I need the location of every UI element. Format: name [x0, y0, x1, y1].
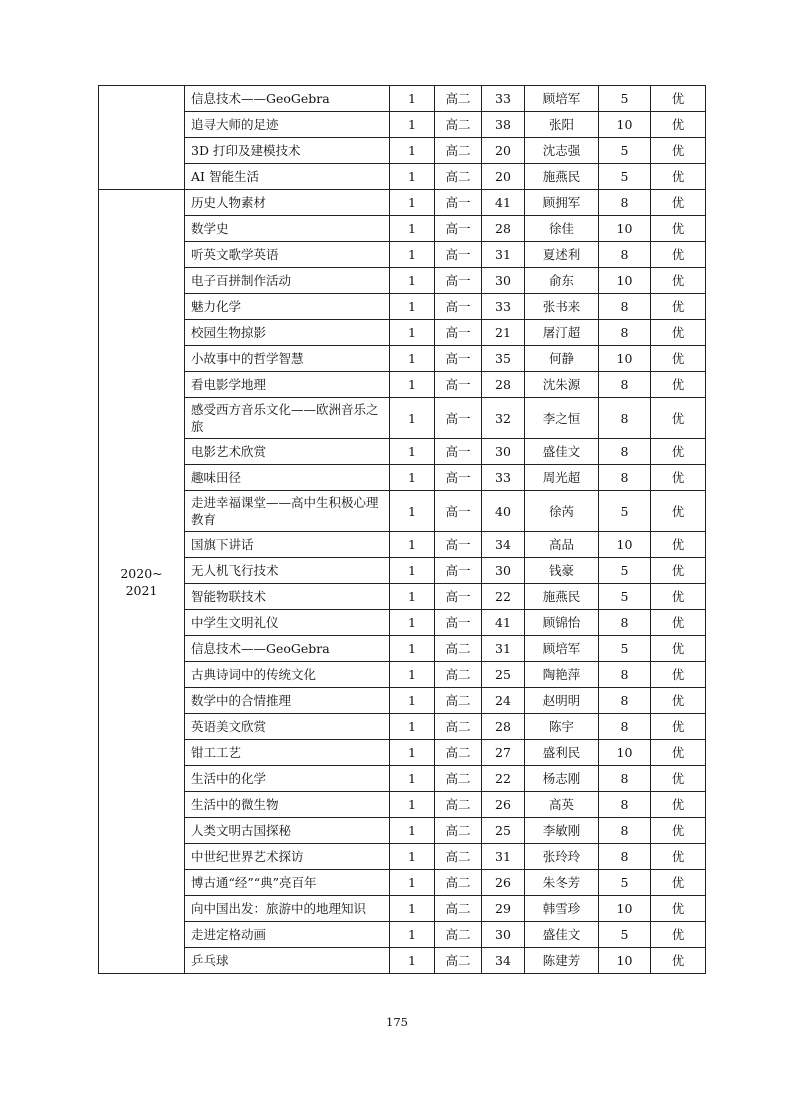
result-cell: 优	[651, 242, 706, 268]
grade-cell: 高一	[435, 372, 482, 398]
credit-cell: 1	[390, 558, 435, 584]
student-count-cell: 41	[482, 190, 525, 216]
student-count-cell: 31	[482, 844, 525, 870]
student-count-cell: 22	[482, 766, 525, 792]
course-name-cell: 古典诗词中的传统文化	[185, 662, 390, 688]
result-cell: 优	[651, 398, 706, 439]
teacher-cell: 朱冬芳	[525, 870, 599, 896]
hours-cell: 8	[599, 190, 651, 216]
teacher-cell: 高品	[525, 532, 599, 558]
teacher-cell: 周光超	[525, 465, 599, 491]
grade-cell: 高一	[435, 532, 482, 558]
credit-cell: 1	[390, 662, 435, 688]
hours-cell: 8	[599, 242, 651, 268]
student-count-cell: 27	[482, 740, 525, 766]
grade-cell: 高一	[435, 491, 482, 532]
table-row	[99, 491, 706, 532]
table-row	[99, 558, 706, 584]
course-name-cell: 3D 打印及建模技术	[185, 138, 390, 164]
table-row	[99, 844, 706, 870]
teacher-cell: 沈志强	[525, 138, 599, 164]
hours-cell: 5	[599, 86, 651, 112]
course-name-cell: 信息技术——GeoGebra	[185, 86, 390, 112]
course-name-cell: 英语美文欣赏	[185, 714, 390, 740]
hours-cell: 10	[599, 896, 651, 922]
credit-cell: 1	[390, 190, 435, 216]
course-name-cell: 智能物联技术	[185, 584, 390, 610]
result-cell: 优	[651, 584, 706, 610]
page-number: 175	[386, 1015, 408, 1029]
teacher-cell: 施燕民	[525, 584, 599, 610]
grade-cell: 高一	[435, 398, 482, 439]
table-row	[99, 320, 706, 346]
teacher-cell: 徐芮	[525, 491, 599, 532]
teacher-cell: 盛利民	[525, 740, 599, 766]
grade-cell: 高二	[435, 164, 482, 190]
grade-cell: 高二	[435, 792, 482, 818]
table-row	[99, 922, 706, 948]
course-name-cell: 乒乓球	[185, 948, 390, 974]
student-count-cell: 25	[482, 662, 525, 688]
result-cell: 优	[651, 792, 706, 818]
hours-cell: 5	[599, 558, 651, 584]
credit-cell: 1	[390, 465, 435, 491]
credit-cell: 1	[390, 688, 435, 714]
credit-cell: 1	[390, 398, 435, 439]
table-row	[99, 818, 706, 844]
hours-cell: 8	[599, 465, 651, 491]
grade-cell: 高二	[435, 870, 482, 896]
teacher-cell: 陈建芳	[525, 948, 599, 974]
teacher-cell: 陈宇	[525, 714, 599, 740]
credit-cell: 1	[390, 294, 435, 320]
hours-cell: 5	[599, 164, 651, 190]
credit-cell: 1	[390, 164, 435, 190]
student-count-cell: 31	[482, 242, 525, 268]
table-row	[99, 584, 706, 610]
teacher-cell: 徐佳	[525, 216, 599, 242]
hours-cell: 5	[599, 922, 651, 948]
result-cell: 优	[651, 532, 706, 558]
teacher-cell: 何静	[525, 346, 599, 372]
hours-cell: 8	[599, 398, 651, 439]
teacher-cell: 赵明明	[525, 688, 599, 714]
course-name-cell: 听英文歌学英语	[185, 242, 390, 268]
credit-cell: 1	[390, 948, 435, 974]
course-name-cell: 人类文明古国探秘	[185, 818, 390, 844]
course-name-cell: 感受西方音乐文化——欧洲音乐之旅	[185, 398, 390, 439]
hours-cell: 5	[599, 584, 651, 610]
course-name-cell: 趣味田径	[185, 465, 390, 491]
table-row	[99, 532, 706, 558]
school-year-cell	[99, 86, 185, 190]
result-cell: 优	[651, 636, 706, 662]
result-cell: 优	[651, 844, 706, 870]
result-cell: 优	[651, 439, 706, 465]
table-row	[99, 662, 706, 688]
student-count-cell: 20	[482, 138, 525, 164]
grade-cell: 高二	[435, 636, 482, 662]
teacher-cell: 高英	[525, 792, 599, 818]
teacher-cell: 钱豪	[525, 558, 599, 584]
grade-cell: 高二	[435, 688, 482, 714]
result-cell: 优	[651, 346, 706, 372]
hours-cell: 10	[599, 112, 651, 138]
result-cell: 优	[651, 491, 706, 532]
grade-cell: 高一	[435, 439, 482, 465]
result-cell: 优	[651, 740, 706, 766]
teacher-cell: 顾培军	[525, 636, 599, 662]
student-count-cell: 33	[482, 294, 525, 320]
student-count-cell: 25	[482, 818, 525, 844]
table-row	[99, 398, 706, 439]
result-cell: 优	[651, 662, 706, 688]
student-count-cell: 28	[482, 714, 525, 740]
teacher-cell: 李敏刚	[525, 818, 599, 844]
course-name-cell: 生活中的化学	[185, 766, 390, 792]
grade-cell: 高二	[435, 818, 482, 844]
result-cell: 优	[651, 714, 706, 740]
result-cell: 优	[651, 818, 706, 844]
student-count-cell: 30	[482, 558, 525, 584]
hours-cell: 5	[599, 870, 651, 896]
hours-cell: 8	[599, 714, 651, 740]
grade-cell: 高二	[435, 86, 482, 112]
grade-cell: 高二	[435, 112, 482, 138]
credit-cell: 1	[390, 792, 435, 818]
result-cell: 优	[651, 896, 706, 922]
grade-cell: 高二	[435, 896, 482, 922]
table-row	[99, 164, 706, 190]
student-count-cell: 32	[482, 398, 525, 439]
course-name-cell: 电影艺术欣赏	[185, 439, 390, 465]
table-row	[99, 465, 706, 491]
hours-cell: 5	[599, 138, 651, 164]
student-count-cell: 41	[482, 610, 525, 636]
hours-cell: 8	[599, 844, 651, 870]
result-cell: 优	[651, 372, 706, 398]
student-count-cell: 28	[482, 216, 525, 242]
credit-cell: 1	[390, 870, 435, 896]
result-cell: 优	[651, 688, 706, 714]
grade-cell: 高二	[435, 138, 482, 164]
student-count-cell: 31	[482, 636, 525, 662]
hours-cell: 8	[599, 688, 651, 714]
table-row	[99, 346, 706, 372]
credit-cell: 1	[390, 216, 435, 242]
course-name-cell: 小故事中的哲学智慧	[185, 346, 390, 372]
student-count-cell: 26	[482, 870, 525, 896]
course-name-cell: 走进幸福课堂——高中生积极心理教育	[185, 491, 390, 532]
hours-cell: 8	[599, 610, 651, 636]
grade-cell: 高一	[435, 558, 482, 584]
school-year-text: 2021	[125, 582, 158, 598]
grade-cell: 高二	[435, 922, 482, 948]
credit-cell: 1	[390, 320, 435, 346]
hours-cell: 10	[599, 216, 651, 242]
student-count-cell: 28	[482, 372, 525, 398]
student-count-cell: 33	[482, 465, 525, 491]
table-row	[99, 242, 706, 268]
teacher-cell: 陶艳萍	[525, 662, 599, 688]
credit-cell: 1	[390, 346, 435, 372]
teacher-cell: 张书来	[525, 294, 599, 320]
table-row	[99, 766, 706, 792]
result-cell: 优	[651, 465, 706, 491]
student-count-cell: 26	[482, 792, 525, 818]
credit-cell: 1	[390, 766, 435, 792]
result-cell: 优	[651, 870, 706, 896]
credit-cell: 1	[390, 439, 435, 465]
result-cell: 优	[651, 86, 706, 112]
table-row	[99, 714, 706, 740]
hours-cell: 8	[599, 662, 651, 688]
student-count-cell: 30	[482, 922, 525, 948]
hours-cell: 8	[599, 766, 651, 792]
course-name-cell: 无人机飞行技术	[185, 558, 390, 584]
table-row	[99, 190, 706, 216]
table-body	[99, 86, 706, 974]
result-cell: 优	[651, 948, 706, 974]
hours-cell: 5	[599, 636, 651, 662]
student-count-cell: 21	[482, 320, 525, 346]
student-count-cell: 33	[482, 86, 525, 112]
course-name-cell: 国旗下讲话	[185, 532, 390, 558]
table-row	[99, 439, 706, 465]
table-row	[99, 688, 706, 714]
course-name-cell: 电子百拼制作活动	[185, 268, 390, 294]
course-name-cell: 中世纪世界艺术探访	[185, 844, 390, 870]
hours-cell: 8	[599, 818, 651, 844]
student-count-cell: 30	[482, 268, 525, 294]
result-cell: 优	[651, 268, 706, 294]
hours-cell: 10	[599, 346, 651, 372]
table-row	[99, 636, 706, 662]
grade-cell: 高一	[435, 610, 482, 636]
credit-cell: 1	[390, 922, 435, 948]
table-row	[99, 896, 706, 922]
grade-cell: 高一	[435, 320, 482, 346]
teacher-cell: 盛佳文	[525, 922, 599, 948]
grade-cell: 高一	[435, 294, 482, 320]
course-name-cell: 钳工工艺	[185, 740, 390, 766]
teacher-cell: 张阳	[525, 112, 599, 138]
table-row	[99, 138, 706, 164]
credit-cell: 1	[390, 491, 435, 532]
course-name-cell: 看电影学地理	[185, 372, 390, 398]
student-count-cell: 20	[482, 164, 525, 190]
credit-cell: 1	[390, 714, 435, 740]
grade-cell: 高二	[435, 714, 482, 740]
result-cell: 优	[651, 294, 706, 320]
credit-cell: 1	[390, 610, 435, 636]
result-cell: 优	[651, 112, 706, 138]
result-cell: 优	[651, 216, 706, 242]
student-count-cell: 22	[482, 584, 525, 610]
credit-cell: 1	[390, 584, 435, 610]
grade-cell: 高一	[435, 268, 482, 294]
hours-cell: 8	[599, 320, 651, 346]
result-cell: 优	[651, 190, 706, 216]
teacher-cell: 顾培军	[525, 86, 599, 112]
credit-cell: 1	[390, 896, 435, 922]
table-row	[99, 112, 706, 138]
teacher-cell: 韩雪珍	[525, 896, 599, 922]
result-cell: 优	[651, 922, 706, 948]
student-count-cell: 29	[482, 896, 525, 922]
grade-cell: 高二	[435, 740, 482, 766]
school-year-text: 2020~	[120, 565, 163, 581]
course-name-cell: 历史人物素材	[185, 190, 390, 216]
hours-cell: 8	[599, 792, 651, 818]
student-count-cell: 35	[482, 346, 525, 372]
credit-cell: 1	[390, 112, 435, 138]
course-name-cell: 数学中的合情推理	[185, 688, 390, 714]
grade-cell: 高二	[435, 844, 482, 870]
grade-cell: 高二	[435, 766, 482, 792]
result-cell: 优	[651, 164, 706, 190]
course-name-cell: 博古通“经”“典”亮百年	[185, 870, 390, 896]
table-row	[99, 268, 706, 294]
course-name-cell: 生活中的微生物	[185, 792, 390, 818]
grade-cell: 高二	[435, 662, 482, 688]
student-count-cell: 38	[482, 112, 525, 138]
teacher-cell: 施燕民	[525, 164, 599, 190]
grade-cell: 高一	[435, 190, 482, 216]
result-cell: 优	[651, 558, 706, 584]
hours-cell: 10	[599, 532, 651, 558]
grade-cell: 高一	[435, 216, 482, 242]
grade-cell: 高一	[435, 584, 482, 610]
teacher-cell: 张玲玲	[525, 844, 599, 870]
student-count-cell: 24	[482, 688, 525, 714]
teacher-cell: 屠汀超	[525, 320, 599, 346]
hours-cell: 10	[599, 740, 651, 766]
course-name-cell: 数学史	[185, 216, 390, 242]
table-row	[99, 792, 706, 818]
course-name-cell: AI 智能生活	[185, 164, 390, 190]
hours-cell: 5	[599, 491, 651, 532]
course-name-cell: 信息技术——GeoGebra	[185, 636, 390, 662]
hours-cell: 8	[599, 294, 651, 320]
result-cell: 优	[651, 610, 706, 636]
grade-cell: 高一	[435, 346, 482, 372]
course-name-cell: 魅力化学	[185, 294, 390, 320]
teacher-cell: 顾锦怡	[525, 610, 599, 636]
hours-cell: 10	[599, 268, 651, 294]
hours-cell: 8	[599, 372, 651, 398]
credit-cell: 1	[390, 532, 435, 558]
student-count-cell: 34	[482, 532, 525, 558]
credit-cell: 1	[390, 818, 435, 844]
teacher-cell: 李之恒	[525, 398, 599, 439]
course-name-cell: 校园生物掠影	[185, 320, 390, 346]
hours-cell: 10	[599, 948, 651, 974]
table-row	[99, 740, 706, 766]
grade-cell: 高二	[435, 948, 482, 974]
credit-cell: 1	[390, 636, 435, 662]
table-row	[99, 86, 706, 112]
teacher-cell: 杨志刚	[525, 766, 599, 792]
table-row	[99, 948, 706, 974]
credit-cell: 1	[390, 372, 435, 398]
credit-cell: 1	[390, 740, 435, 766]
course-table	[98, 85, 706, 974]
table-row	[99, 216, 706, 242]
credit-cell: 1	[390, 242, 435, 268]
credit-cell: 1	[390, 86, 435, 112]
credit-cell: 1	[390, 138, 435, 164]
table-row	[99, 610, 706, 636]
result-cell: 优	[651, 320, 706, 346]
result-cell: 优	[651, 766, 706, 792]
course-name-cell: 追寻大师的足迹	[185, 112, 390, 138]
grade-cell: 高一	[435, 465, 482, 491]
table-row	[99, 870, 706, 896]
course-name-cell: 中学生文明礼仪	[185, 610, 390, 636]
teacher-cell: 俞东	[525, 268, 599, 294]
student-count-cell: 34	[482, 948, 525, 974]
student-count-cell: 30	[482, 439, 525, 465]
credit-cell: 1	[390, 268, 435, 294]
teacher-cell: 夏述利	[525, 242, 599, 268]
grade-cell: 高一	[435, 242, 482, 268]
course-name-cell: 向中国出发：旅游中的地理知识	[185, 896, 390, 922]
credit-cell: 1	[390, 844, 435, 870]
table-row	[99, 294, 706, 320]
result-cell: 优	[651, 138, 706, 164]
hours-cell: 8	[599, 439, 651, 465]
teacher-cell: 盛佳文	[525, 439, 599, 465]
school-year-cell	[99, 190, 185, 974]
course-name-cell: 走进定格动画	[185, 922, 390, 948]
student-count-cell: 40	[482, 491, 525, 532]
table-row	[99, 372, 706, 398]
teacher-cell: 沈朱源	[525, 372, 599, 398]
teacher-cell: 顾拥军	[525, 190, 599, 216]
